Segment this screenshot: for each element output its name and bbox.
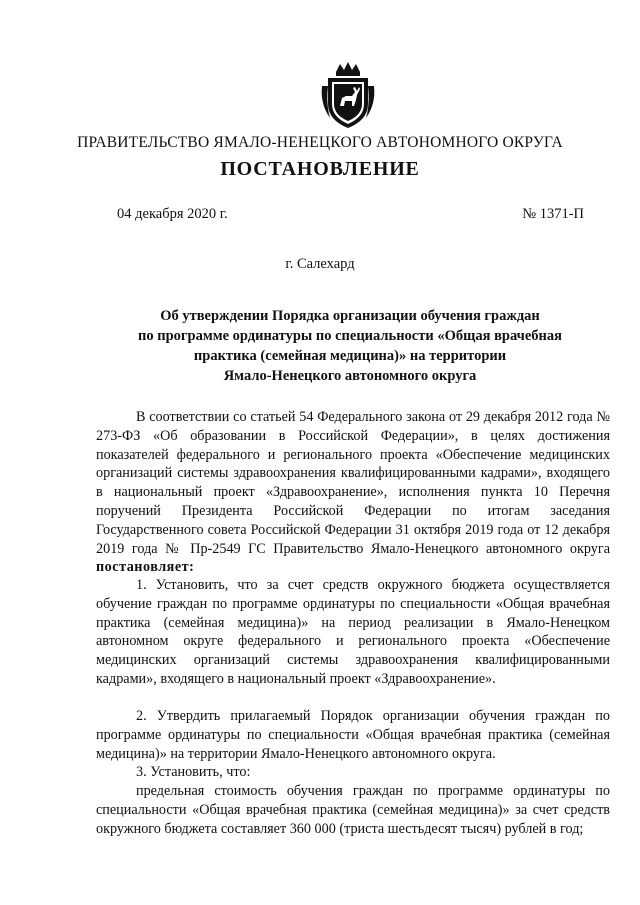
government-name: ПРАВИТЕЛЬСТВО ЯМАЛО-НЕНЕЦКОГО АВТОНОМНОГО ОКРУГА [77,134,563,151]
document-type: ПОСТАНОВЛЕНИЕ [220,158,420,180]
title-line: Об утверждении Порядка организации обучения граждан [160,308,540,324]
paragraph-3: 3. Установить, что: [136,764,251,781]
paragraph-2: 2. Утвердить прилагаемый Порядок организации обучения граждан по программе ординатуры по специальности «Общая врачебная практика (семейная медицина)» на территории Ямало-Ненецкого автономного округа. [96,708,610,762]
document-date: 04 декабря 2020 г. [117,206,228,222]
paragraph-1 [96,576,610,689]
document-number: № 1371-П [522,206,584,222]
title-line: практика (семейная медицина)» на территории [193,348,507,364]
paragraphs-2-3 [96,707,610,839]
paragraph-3a: предельная стоимость обучения граждан по программе ординатуры по специальности «Общая врачебная практика (семейная медицина)» за счет средств окружного бюджета составляет 360 000 (триста шестьдесят тысяч) рублей в год; [96,783,610,837]
preamble-text: В соответствии со статьей 54 Федерального закона от 29 декабря 2012 года № 273-ФЗ «Об образовании в Российской Федерации», в целях достижения показателей федерального и регионального проекта «Обеспечение медицинских организаций системы здравоохранения квалифицированными кадрами», входящего в национальный проект «Здравоохранение», исполнения пункта 10 Перечня поручений Президента Российской Федерации по итогам заседания Государственного совета Российской Федерации 31 октября 2019 года от 12 декабря 2019 года № Пр-2549 ГС Правительство Ямало-Ненецкого автономного округа [96,409,610,557]
preamble-resolves: постановляет: [96,559,195,576]
paragraph-text: 1. Установить, что за счет средств окружного бюджета осуществляется обучение граждан по программе ординатуры по специальности «Общая врачебная практика (семейная медицина)» на период реализации в Ямало-Ненецком автономном округе федерального и регионального проекта «Обеспечение медицинских организаций системы здравоохранения квалифицированными кадрами», входящего в национальный проект «Здравоохранение». [96,577,610,687]
title-line: Ямало-Ненецкого автономного округа [223,368,477,384]
document-city: г. Салехард [285,256,355,272]
document-title [100,306,600,386]
coat-of-arms-icon [318,60,378,130]
preamble [96,408,610,577]
title-line: по программе ординатуры по специальности «Общая врачебная [138,328,562,344]
